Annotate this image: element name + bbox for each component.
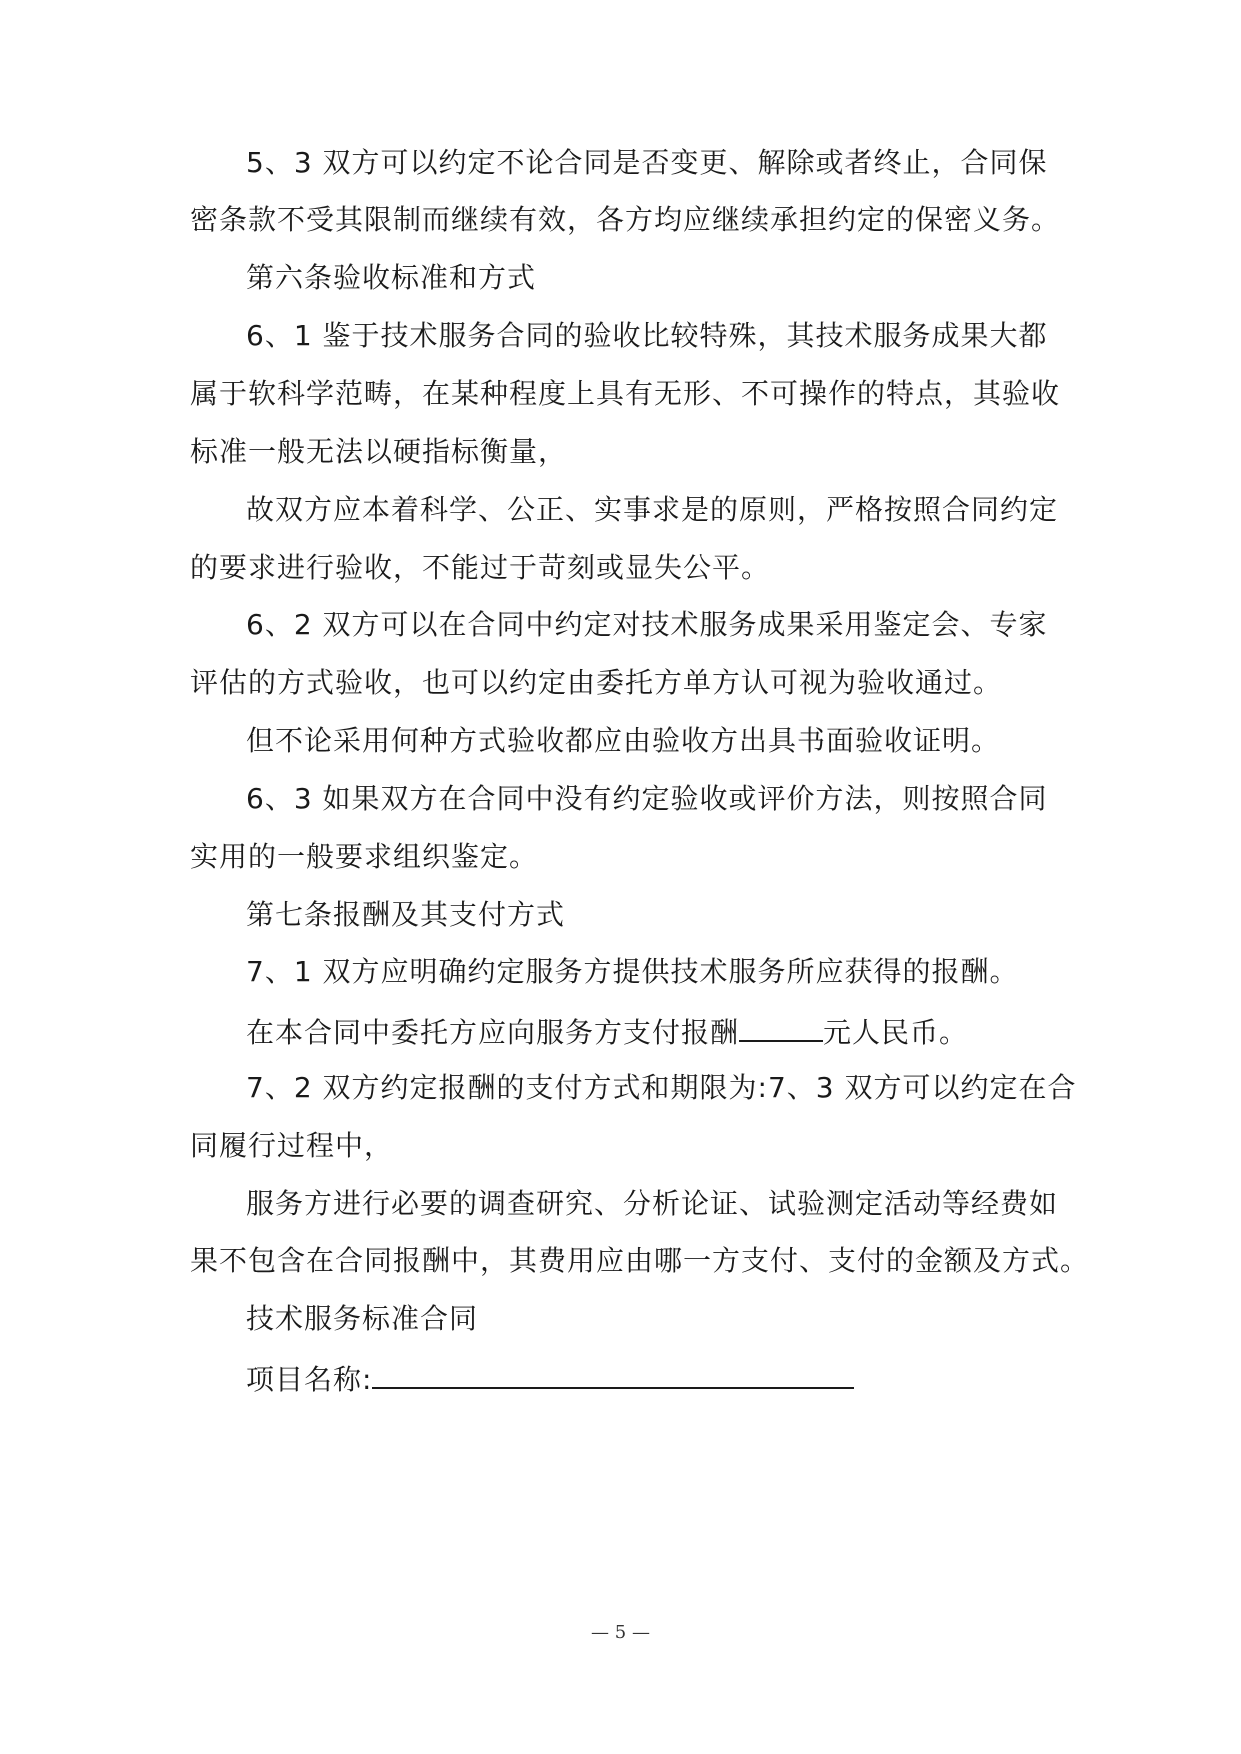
paragraph-line: 实用的一般要求组织鉴定。	[190, 840, 539, 873]
paragraph-line: 7、2 双方约定报酬的支付方式和期限为:7、3 双方可以约定在合	[246, 1071, 1077, 1104]
paragraph-line: 评估的方式验收，也可以约定由委托方单方认可视为验收通过。	[190, 666, 1003, 699]
paragraph-line: 同履行过程中，	[190, 1129, 394, 1162]
paragraph-line: 5、3 双方可以约定不论合同是否变更、解除或者终止，合同保	[246, 146, 1048, 179]
paragraph-line: 的要求进行验收，不能过于苛刻或显失公平。	[190, 551, 771, 584]
paragraph-line: 6、1 鉴于技术服务合同的验收比较特殊，其技术服务成果大都	[246, 319, 1048, 352]
paragraph-line: 标准一般无法以硬指标衡量，	[190, 435, 568, 468]
payment-amount-blank[interactable]	[739, 1010, 823, 1042]
project-name-blank[interactable]	[372, 1357, 854, 1389]
payment-text-before: 在本合同中委托方应向服务方支付报酬	[246, 1016, 740, 1049]
section-heading: 第六条验收标准和方式	[246, 261, 537, 294]
paragraph-line: 果不包含在合同报酬中，其费用应由哪一方支付、支付的金额及方式。	[190, 1244, 1090, 1277]
paragraph-line: 6、3 如果双方在合同中没有约定验收或评价方法，则按照合同	[246, 782, 1048, 815]
project-name-line	[246, 1357, 1060, 1400]
paragraph-line: 7、1 双方应明确约定服务方提供技术服务所应获得的报酬。	[246, 955, 1019, 988]
paragraph-line: 服务方进行必要的调查研究、分析论证、试验测定活动等经费如	[246, 1187, 1059, 1220]
project-name-label: 项目名称:	[246, 1363, 373, 1396]
paragraph-line: 6、2 双方可以在合同中约定对技术服务成果采用鉴定会、专家	[246, 608, 1048, 641]
paragraph-line: 但不论采用何种方式验收都应由验收方出具书面验收证明。	[246, 724, 1001, 757]
contract-title: 技术服务标准合同	[246, 1302, 479, 1335]
paragraph-line: 属于软科学范畴，在某种程度上具有无形、不可操作的特点，其验收	[190, 377, 1061, 410]
payment-line	[246, 1010, 1060, 1053]
section-heading: 第七条报酬及其支付方式	[246, 898, 566, 931]
payment-text-after: 元人民币。	[823, 1016, 969, 1049]
paragraph-line: 密条款不受其限制而继续有效，各方均应继续承担约定的保密义务。	[190, 203, 1061, 236]
page-number: — 5 —	[591, 1622, 650, 1643]
paragraph-line: 故双方应本着科学、公正、实事求是的原则，严格按照合同约定	[246, 493, 1059, 526]
